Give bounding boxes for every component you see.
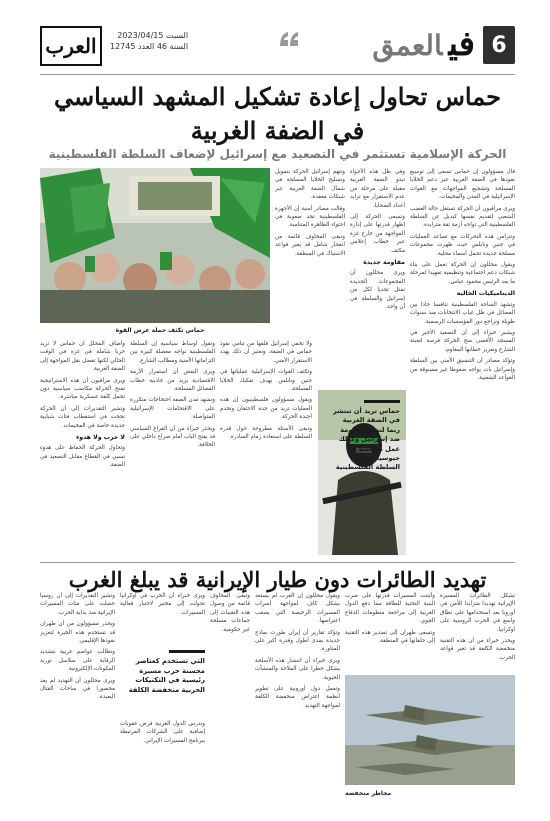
story2-col-6: وتدرس الدول الغربية فرض عقوبات إضافية على الشركات المرتبطة ببرنامج المسيرات الإيراني. (120, 721, 205, 744)
subhead-new-resistance: مقاومة جديدة (363, 259, 405, 267)
newspaper-logo: العرب (40, 26, 102, 66)
story2-col-1: تشكل الطائرات المسيرة الإيرانية تهديدا متزايدا للأمن في أوروبا بعد استخدامها على نطاق واسع في الحرب الروسية على أوكرانيا. ويحذر خبراء من أن هذه التقنية منخفضة الكلفة قد تغير قواعد الحرب. (440, 593, 515, 661)
main-headline-line2: في الضفة الغربية (190, 116, 365, 145)
story2-col-4: وتبقى المخاوف قائمة من وصول هذه التقنيات إلى جماعات مسلحة غير حكومية. (210, 593, 250, 633)
subhead-dynamics: الديناميكيات الخالية (456, 290, 515, 298)
drones-photo-caption: مخاطر منخفضة (345, 790, 392, 797)
crowd-photo-caption: حماس تكثف حملة عرض القوة (115, 327, 205, 334)
story2-pull-quote-text: التي تستخدم كعناصر محسنة حرب مسيرة رئيسية في التكتيكات الحربية منخفضة الكلفة (128, 657, 205, 694)
story2-col-5: ويرى خبراء أن الحرب في أوكرانيا تحولت إلى مختبر لاختبار فعالية المسيرات. (120, 593, 205, 616)
section-title-fi: في (448, 24, 475, 64)
pull-quote-bar-2 (169, 650, 205, 653)
story1-pull-quote (330, 400, 400, 473)
header-divider (40, 74, 515, 75)
section-title (372, 24, 475, 64)
story2-col-2: وأثبتت المسيرات قدرتها على ضرب البنية التحتية للطاقة مما دفع الدول الغربية إلى مراجعة منظومات الدفاع الجوي. وتسعى طهران إلى تصدير هذه التقنية إلى حلفائها في المنطقة. (345, 593, 435, 645)
quote-icon (278, 30, 300, 48)
story1-col-6: ولا تخفي إسرائيل قلقها من تنامي نفوذ حماس في الضفة، وتعتبر أن ذلك يهدد الاستقرار الأمني. وتكثف القوات الإسرائيلية عملياتها في جنين ونابلس بهدف تفكيك الخلايا المسلحة. ويقول مسؤولون فلسطينيون إن هذه العمليات تزيد من حدة الاحتقان وتخدم أجندة الحركة. وتبقى الأسئلة مطروحة حول قدرة السلطة على استعادة زمام المبادرة. (220, 341, 312, 441)
pull-quote-bar (364, 400, 400, 403)
main-headline-line1: حماس تحاول إعادة تشكيل المشهد السياسي (54, 82, 501, 111)
story2-col-3: ويقول محللون إن الغرب لم يستعد بشكل كاف لمواجهة أسراب المسيرات الرخيصة التي يصعب اعتراضها. وتؤكد تقارير أن إيران طورت نماذج جديدة بمدى أطول وقدرة أكبر على المناورة. ويرى خبراء أن انتشار هذه الأسلحة يشكل خطرا على الملاحة والمنشآت الحيوية. وتعمل دول أوروبية على تطوير أنظمة اعتراض منخفضة الكلفة لمواجهة التهديد. (255, 593, 340, 709)
crowd-photo (40, 168, 270, 323)
main-subhead: الحركة الإسلامية تستثمر في التصعيد مع إسرائيل لإضعاف السلطة الفلسطينية (48, 147, 507, 161)
page-number-badge: 6 (483, 26, 515, 64)
date-box (110, 30, 188, 52)
story1-col-1: قال مسؤولون إن حماس تسعى إلى توسيع نفوذها في الضفة الغربية عبر دعم الخلايا المسلحة وتشجيع المواجهات مع القوات الإسرائيلية في المدن والمخيمات. ويرى مراقبون أن الحركة تستغل حالة الغضب الشعبي لتقديم نفسها كبديل عن السلطة الفلسطينية التي تواجه أزمة ثقة متزايدة. وتتزامن هذه التحركات مع تصاعد العمليات في جنين ونابلس حيث ظهرت مجموعات مسلحة جديدة تحمل أسماء محلية. ويقول محللون إن الحركة تعمل على بناء شبكات دعم اجتماعية وتنظيمية تمهيدا لمرحلة ما بعد الرئيس محمود عباس. الديناميكيات الخالية وتشهد الساحة الفلسطينية تنافسا حادا بين الفصائل في ظل غياب الانتخابات منذ سنوات طويلة وتراجع دور المؤسسات الرسمية. ويشير خبراء إلى أن التصعيد الأخير في المسجد الأقصى منح الحركة فرصة لتعبئة الشارع وتعزيز خطابها المقاوم. وتؤكد مصادر أن التنسيق الأمني بين السلطة وإسرائيل بات يواجه ضغوطا غير مسبوقة من القواعد الشعبية. (410, 169, 515, 381)
story2-pull-quote (120, 650, 205, 695)
story1-pull-quote-text: حماس تريد أن تنتشر في الضفة الغربية ربما لتخلق مقاومة ضد إسرائيل وكذلك عمل منافسة جيوسياسية مع السلطة الفلسطينية (332, 407, 400, 472)
story2-col-7: وتشير التقديرات إلى أن روسيا حصلت على مئات المسيرات الإيرانية منذ بداية الحرب. ويحذر مسؤولون من أن طهران قد تستخدم هذه الخبرة لتعزيز نفوذها الإقليمي. وتطالب عواصم غربية بتشديد الرقابة على سلاسل توريد المكونات الإلكترونية. ويرى محللون أن التهديد لم يعد محصورا في ساحات القتال البعيدة. (40, 593, 115, 701)
story-divider (40, 562, 515, 563)
date-line: السبت 2023/04/15 (117, 31, 189, 40)
section-title-amq: العمق (372, 29, 443, 62)
story1-col-2: وفي ظل هذه الأجواء تبدو الضفة الغربية مقبلة على مرحلة من عدم الاستقرار مع تزايد أعداد الضحايا. وتسعى الحركة إلى إظهار قدرتها على إدارة المواجهة من خارج غزة عبر خطاب إعلامي مكثف. مقاومة جديدة ويرى محللون أن المجموعات الجديدة تمثل تحديا لكل من إسرائيل والسلطة في آن واحد. (350, 169, 405, 311)
story1-col-5: وتقول أوساط سياسية إن السلطة الفلسطينية تواجه معضلة كبيرة بين التزاماتها الأمنية ومطالب الشارع. ويرى البعض أن استمرار الأزمة الاقتصادية يزيد من جاذبية خطاب الفصائل المسلحة. وتشهد مدن الضفة احتجاجات متكررة على الاقتحامات الإسرائيلية المتواصلة. ويحذر خبراء من أن الفراغ السياسي قد يفتح الباب أمام صراع داخلي على الخلافة. (130, 341, 215, 449)
page-header (40, 22, 515, 72)
issue-line: السنة 46 العدد 12745 (110, 42, 189, 51)
drones-photo (345, 675, 515, 785)
story1-col-4: وأضاف المحلل أن حماس لا تريد حربا شاملة في غزة في الوقت الحالي لكنها تفضل نقل المواجهة إلى الضفة الغربية. ويرى مراقبون أن هذه الاستراتيجية تمنح الحركة مكاسب سياسية دون تحمل كلفة عسكرية مباشرة. وتشير التقديرات إلى أن الحركة نجحت في استقطاب فئات شبابية جديدة خاصة في المخيمات. لا حرب ولا هدوء وتحاول الحركة الحفاظ على هدوء نسبي في القطاع مقابل التصعيد في الضفة. (40, 341, 125, 469)
second-headline: تهديد الطائرات دون طيار الإيرانية قد يبلغ الغرب (68, 567, 487, 592)
story1-col-3: وتتهم إسرائيل الحركة بتمويل وتسليح الخلايا المسلحة في شمال الضفة الغربية عبر شبكات معقدة. وقالت مصادر أمنية إن الأجهزة الفلسطينية تجد صعوبة في احتواء الظاهرة المتنامية. وتبقى المخاوف قائمة من انفجار شامل قد يغير قواعد الاشتباك في المنطقة. (275, 169, 345, 257)
subhead-no-war: لا حرب ولا هدوء (76, 434, 125, 442)
main-headline (40, 80, 515, 148)
